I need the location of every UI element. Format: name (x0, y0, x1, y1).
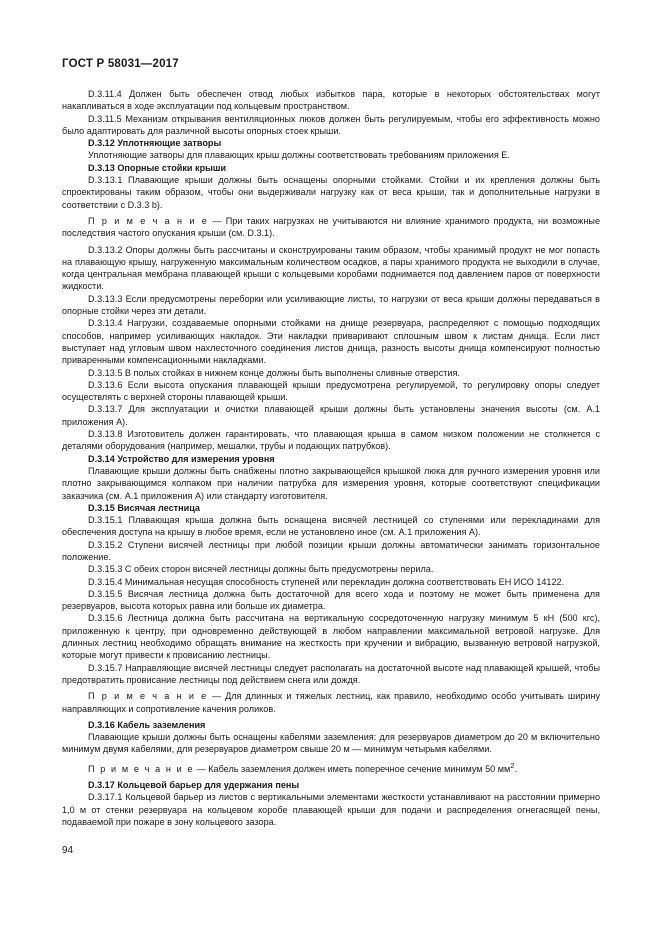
paragraph: D.3.13.1 Плавающие крыши должны быть оснащены опорными стойками. Стойки и их крепления должны быть спроектированы таким образом, чтобы они выдерживали нагрузку как от веса крыши, так и дополнительные нагрузки в соответствии с D.3.3 b). (62, 175, 600, 210)
note-label: П р и м е ч а н и е (88, 763, 195, 774)
note-text: — Для длинных и тяжелых лестниц, как правило, необходимо особо учитывать ширину направляющих и сопротивление качения роликов. (62, 691, 601, 714)
paragraph: D.3.13.3 Если предусмотрены переборки или усиливающие листы, то нагрузки от веса крыши должны передаваться в опорные стойки через эти детали. (62, 293, 600, 317)
section-heading: D.3.16 Кабель заземления (88, 719, 206, 730)
paragraph: D.3.13.2 Опоры должны быть рассчитаны и сконструированы таким образом, чтобы хранимый продукт не мог попасть на плавающую крышу, нагруженную максимальным количеством осадков, а пары хранимого продукта не выходили в случае, когда центральная мембрана плавающей крыши с кольцевыми коробами поднимается под давлением паров от поверхности жидкости. (62, 244, 600, 292)
paragraph: D.3.11.4 Должен быть обеспечен отвод любых избытков пара, которые в некоторых обстоятельствах могут накапливаться в ходе эксплуатации под кольцевым пространством. (62, 89, 600, 112)
paragraph: D.3.17.1 Кольцевой барьер из листов с вертикальными элементами жесткости устанавливают на расстоянии примерно 1,0 м от стенки резервуара на кольцевом коробе плавающей крыши для подачи и распределения огнегасящей пены, подаваемой при пожаре в зону кольцевого зазора. (62, 792, 600, 827)
paragraph: D.3.13.4 Нагрузки, создаваемые опорными стойками на днище резервуара, распределяют с помощью подходящих способов, например усиливающих накладок. Эти накладки приваривают сплошным швом к листам днища. Если лист выступает над угловым швом нахлесточного соединения листов днища, разность высоты днища компенсируют полностью приваренными компенсационными накладками. (62, 318, 600, 366)
paragraph: D.3.13.6 Если высота опускания плавающей крыши предусмотрена регулируемой, то регулировку опоры следует осуществлять с верхней стороны плавающей крыши. (62, 379, 600, 403)
paragraph: D.3.13.5 В полых стойках в нижнем конце должны быть выполнены сливные отверстия. (88, 367, 460, 378)
paragraph: Уплотняющие затворы для плавающих крыш должны соответствовать требованиям приложения E. (88, 150, 510, 161)
paragraph: D.3.13.7 Для эксплуатации и очистки плавающей крыши должны быть установлены значения высоты (см. А.1 приложения А). (62, 404, 600, 427)
paragraph: Плавающие крыши должны быть снабжены плотно закрывающейся крышкой люка для ручного измерения уровня или плотно закрывающимся колпаком при наличии патрубка для измерения уровня, которые соответствуют спецификации заказчика (см. А.1 приложения А) или стандарту изготовителя. (62, 465, 600, 501)
page-number: 94 (62, 845, 74, 856)
section-heading: D.3.14 Устройство для измерения уровня (88, 453, 275, 464)
paragraph: Плавающие крыши должны быть оснащены кабелями заземления: для резервуаров диаметром до 20 м включительно минимум двумя кабелями, для резервуаров диаметром свыше 20 м — минимум четырьмя кабелями. (62, 732, 600, 755)
paragraph: D.3.15.7 Направляющие висячей лестницы следует располагать на достаточной высоте над плавающей крышей, чтобы предотвратить провисание лестницы под действием снега или дождя. (62, 662, 600, 685)
paragraph: D.3.15.5 Висячая лестница должна быть достаточной для всего хода и поэтому не может быть применена для резервуаров, высота которых равна или больше их диаметра. (62, 588, 600, 612)
document-header: ГОСТ Р 58031—2017 (62, 58, 179, 70)
paragraph: D.3.11.5 Механизм открывания вентиляционных люков должен быть регулируемым, чтобы его эффективность можно было адаптировать для различной высоты опорных стоек крыши. (62, 113, 600, 136)
paragraph: D.3.15.6 Лестница должна быть рассчитана на вертикальную сосредоточенную нагрузку минимум 5 кН (500 кгс), приложенную к центру, при одновременно действующей в любом направлении максимальной ветровой нагрузке. Для длинных лестниц необходимо обращать внимание на жесткость при кручении и вибрацию, вызванную ветровой нагрузкой, которые могут привести к провисанию лестницы. (62, 613, 600, 661)
note-label: П р и м е ч а н и е (88, 691, 208, 702)
section-heading: D.3.13 Опорные стойки крыши (88, 162, 227, 173)
paragraph: D.3.15.1 Плавающая крыша должна быть оснащена висячей лестницей со ступенями или перекладинами для обеспечения доступа на крышу в любое время, если не установлено иное (см. А.1 приложения А). (62, 515, 600, 538)
document-body (62, 88, 600, 828)
section-heading: D.3.17 Кольцевой барьер для удержания пены (88, 780, 300, 791)
note (62, 760, 600, 775)
section-heading: D.3.15 Висячая лестница (88, 502, 200, 513)
note-text: — При таких нагрузках не учитываются ни влияние хранимого продукта, ни возможные последствия частого опускания крыши (см. D.3.1). (62, 215, 600, 239)
paragraph: D.3.13.8 Изготовитель должен гарантировать, что плавающая крыша в самом низком положении не столкнется с деталями оборудования (например, мешалки, трубы и подающих патрубков). (62, 429, 600, 452)
paragraph: D.3.15.3 С обеих сторон висячей лестницы должны быть предусмотрены перила. (88, 564, 434, 575)
section-heading: D.3.12 Уплотняющие затворы (88, 138, 222, 149)
note-end: . (514, 763, 517, 774)
note (62, 690, 600, 715)
paragraph: D.3.15.4 Минимальная несущая способность ступеней или перекладин должна соответствовать ЕН ИСО 14122. (88, 576, 565, 587)
note-text: — Кабель заземления должен иметь поперечное сечение минимум 50 мм (194, 763, 511, 774)
note-superscript: 2 (510, 760, 515, 770)
paragraph: D.3.15.2 Ступени висячей лестницы при любой позиции крыши должны автоматически занимать горизонтальное положение. (62, 539, 600, 562)
note-label: П р и м е ч а н и е (88, 215, 209, 226)
note (62, 215, 600, 240)
